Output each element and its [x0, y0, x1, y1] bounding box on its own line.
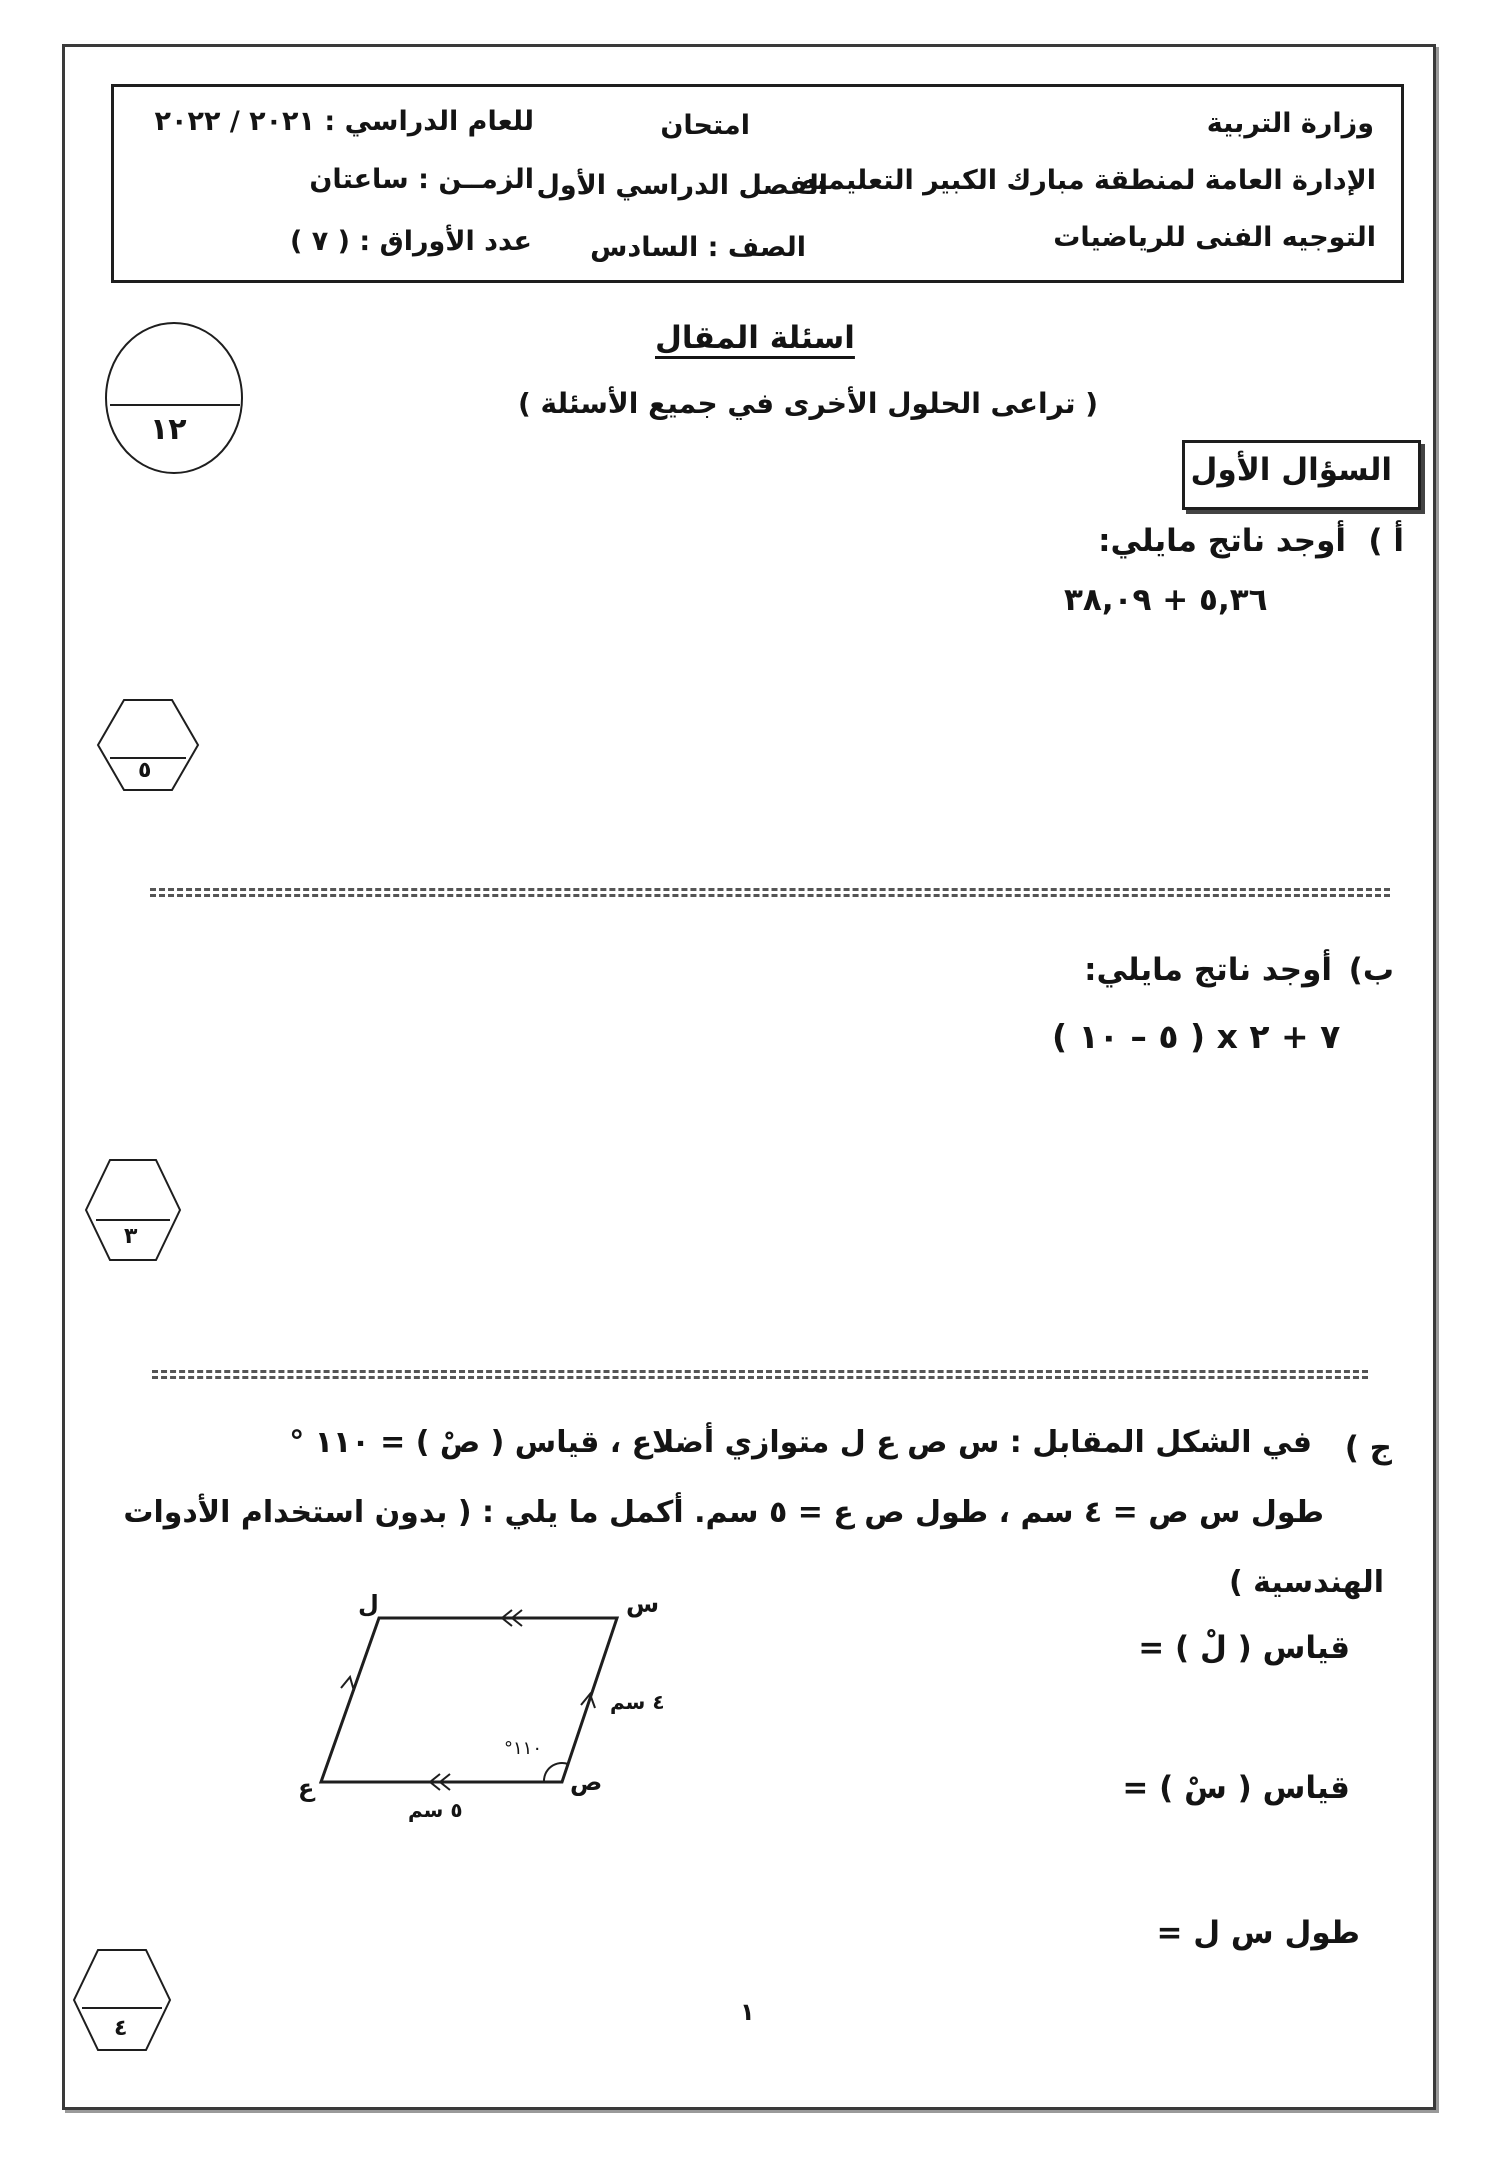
page-number: ١ [740, 1998, 755, 2026]
part-c-item-length-sl: طول س ل = [1156, 1915, 1360, 1951]
semester-label: الفصل الدراسي الأول [536, 170, 828, 201]
directorate-name: الإدارة العامة لمنطقة مبارك الكبير التعليميه [800, 165, 1376, 196]
parallelogram-figure [290, 1580, 690, 1850]
part-b-label: ب) [1348, 952, 1394, 988]
part-b-score: ٣ [124, 1224, 138, 1249]
part-a-expression: ٥,٣٦ + ٣٨,٠٩ [1064, 582, 1268, 618]
part-c-score: ٤ [114, 2016, 128, 2041]
part-a-label: أ ) [1368, 523, 1404, 559]
side-sc-length: ٤ سم [610, 1690, 665, 1714]
section-title: اسئلة المقال [655, 320, 855, 356]
supervision-name: التوجيه الفنى للرياضيات [1053, 222, 1376, 253]
part-b-prompt: أوجد ناتج مايلي: [1084, 952, 1332, 988]
separator-line [150, 888, 1390, 897]
part-c-line2: طول س ص = ٤ سم ، طول ص ع = ٥ سم. أكمل ما يلي : ( بدون استخدام الأدوات [123, 1495, 1324, 1530]
part-c-line1: في الشكل المقابل : س ص ع ل متوازي أضلاع ، قياس ( صْ ) = ١١٠ ° [289, 1425, 1312, 1460]
total-score: ١٢ [150, 412, 187, 447]
ministry-name: وزارة التربية [1206, 108, 1374, 139]
question-title: السؤال الأول [1190, 452, 1392, 488]
academic-year: للعام الدراسي : ٢٠٢١ / ٢٠٢٢ [154, 106, 534, 137]
exam-duration: الزمــن : ساعتان [309, 164, 534, 195]
part-a-score: ٥ [138, 758, 152, 783]
part-a-prompt: أوجد ناتج مايلي: [1098, 523, 1346, 559]
vertex-sad-label: ص [570, 1768, 603, 1796]
total-score-circle [102, 320, 248, 476]
part-c-item-angle-l: قياس ( لْ ) = [1138, 1630, 1350, 1666]
separator-line [152, 1370, 1368, 1379]
vertex-l-label: ل [358, 1590, 379, 1618]
angle-label: ١١٠° [504, 1738, 543, 1759]
part-c-label: ج ) [1344, 1430, 1392, 1466]
page-count: عدد الأوراق : ( ٧ ) [290, 226, 532, 257]
part-c-item-angle-s: قياس ( سْ ) = [1122, 1770, 1350, 1806]
vertex-s-label: س [626, 1590, 660, 1618]
side-ca-length: ٥ سم [408, 1798, 463, 1822]
section-note: ( تراعى الحلول الأخرى في جميع الأسئلة ) [518, 387, 1099, 420]
part-b-expression: ٧ + ٢ x ( ٥ – ١٠ ) [1052, 1017, 1341, 1056]
part-c-line3: الهندسية ) [1228, 1565, 1384, 1600]
exam-label: امتحان [660, 110, 750, 141]
vertex-ain-label: ع [298, 1774, 315, 1802]
grade-label: الصف : السادس [590, 232, 806, 263]
